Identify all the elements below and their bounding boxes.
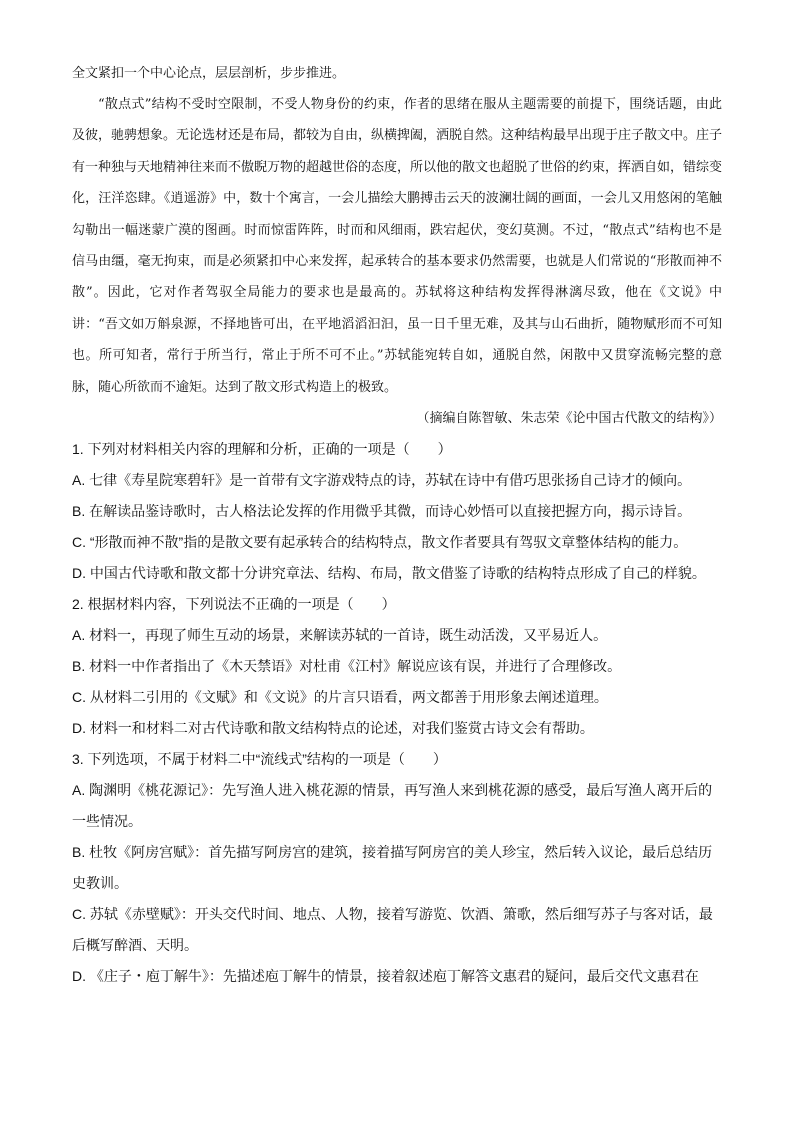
source-citation: （摘编自陈智敏、朱志荣《论中国古代散文的结构》） [416,411,722,427]
option-b: B. 在解读品鉴诗歌时，古人格法论发挥的作用微乎其微，而诗心妙悟可以直接把握方向，揭示诗旨。 [72,503,692,520]
option-d: D. 中国古代诗歌和散文都十分讲究章法、结构、布局，散文借鉴了诗歌的结构特点形成了自己的样貌。 [72,565,706,582]
body-paragraph: “散点式”结构不受时空限制，不受人物身份的约束，作者的思绪在服从主题需要的前提下，围绕话题，由此及彼，驰骋想象。无论选材还是布局，都较为自由，纵横捭阖，洒脱自然。这种结构最早出现于庄子散文中。庄子有一种独与天地精神往来而不傲睨万物的超越世俗的态度，所以他的散文也超脱了世俗的约束，挥洒自如，错综变化，汪洋恣肆。《逍遥游》中，数十个寓言，一会儿描绘大鹏搏击云天的波澜壮阔的画面，一会儿又用悠闲的笔触勾勒出一幅迷蒙广漠的图画。时而惊雷阵阵，时而和风细雨，跌宕起伏，变幻莫测。不过，“散点式”结构也不是信马由缰，毫无拘束，而是必须紧扣中心来发挥，起承转合的基本要求仍然需要，也就是人们常说的“形散而神不散”。因此，它对作者驾驭全局能力的要求也是最高的。苏轼将这种结构发挥得淋漓尽致，他在《文说》中讲：“吾文如万斛泉源，不择地皆可出，在平地滔滔汩汩，虽一日千里无难，及其与山石曲折，随物赋形而不可知也。所可知者，常行于所当行，常止于所不可不止。”苏轼能宛转自如，通脱自然，闲散中又贯穿流畅完整的意脉，随心所欲而不逾矩。达到了散文形式构造上的极致。 [72,97,723,395]
option-d: D. 《庄子・庖丁解牛》：先描述庖丁解牛的情景，接着叙述庖丁解答文惠君的疑问，最后交代文惠君在 [72,968,699,985]
option-b: B. 材料一中作者指出了《木天禁语》对杜甫《江村》解说应该有误，并进行了合理修改。 [72,658,622,675]
option-a: A. 陶渊明《桃花源记》：先写渔人进入桃花源的情景，再写渔人来到桃花源的感受，最后写渔人离开后的一些情况。 [72,782,713,830]
question-stem: 1. 下列对材料相关内容的理解和分析，正确的一项是（ ） [72,441,452,458]
option-c: C. “形散而神不散”指的是散文要有起承转合的结构特点，散文作者要具有驾驭文章整体结构的能力。 [72,534,688,551]
option-a: A. 七律《寿星院寒碧轩》是一首带有文字游戏特点的诗，苏轼在诗中有借巧思张扬自己诗才的倾向。 [72,472,692,489]
option-c: C. 从材料二引用的《文赋》和《文说》的片言只语看，两文都善于用形象去阐述道理。 [72,689,608,706]
question-3 [72,744,722,992]
option-d: D. 材料一和材料二对古代诗歌和散文结构特点的论述，对我们鉴赏古诗文会有帮助。 [72,720,594,737]
intro-line: 全文紧扣一个中心论点，层层剖析，步步推进。 [72,66,346,81]
option-a: A. 材料一，再现了师生互动的场景，来解读苏轼的一首诗，既生动活泼，又平易近人。 [72,627,608,644]
question-2 [72,589,722,744]
question-stem: 2. 根据材料内容，下列说法不正确的一项是（ ） [72,596,396,613]
option-c: C. 苏轼《赤壁赋》：开头交代时间、地点、人物，接着写游览、饮酒、箫歌，然后细写苏子与客对话，最后概写醉酒、天明。 [72,906,713,954]
question-1 [72,434,722,589]
question-stem: 3. 下列选项，不属于材料二中“流线式”结构的一项是（ ） [72,751,447,768]
option-b: B. 杜牧《阿房宫赋》：首先描写阿房宫的建筑，接着描写阿房宫的美人珍宝，然后转入议论，最后总结历史教训。 [72,844,713,892]
